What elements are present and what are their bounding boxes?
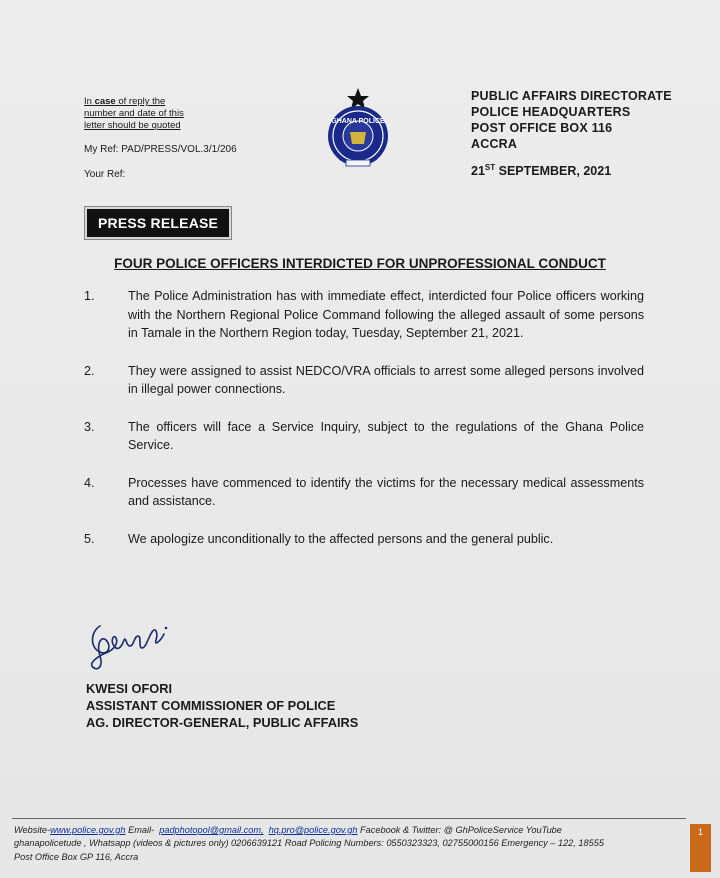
paragraph	[84, 474, 644, 511]
signatory-block	[86, 680, 358, 731]
email-link[interactable]: padphotopol@gmail.com,	[159, 825, 264, 835]
reply-instruction: In case of reply the number and date of this letter should be quoted	[84, 96, 184, 131]
paragraph-number: 2.	[84, 363, 95, 378]
email-link[interactable]: hq.pro@police.gov.gh	[268, 825, 358, 835]
paragraph	[84, 418, 644, 455]
paragraph	[84, 530, 644, 549]
footer-divider	[12, 818, 686, 819]
directorate-address: PUBLIC AFFAIRS DIRECTORATE POLICE HEADQUARTERS POST OFFICE BOX 116 ACCRA	[471, 89, 672, 151]
ghana-police-crest-icon	[322, 88, 398, 174]
signatory-rank: ASSISTANT COMMISSIONER OF POLICE	[86, 698, 336, 713]
paragraph	[84, 362, 644, 399]
paragraph-text: Processes have commenced to identify the victims for the necessary medical assessments and assistance.	[128, 475, 644, 508]
paragraph-text: The Police Administration has with immediate effect, interdicted four Police officers working with the Northern Regional Police Command following the alleged assault of some persons in Tamale in the Northern Region today, Tuesday, September 21, 2021.	[128, 289, 644, 340]
press-release-label-box	[84, 206, 232, 240]
paragraph-number: 1.	[84, 289, 95, 303]
signatory-name: KWESI OFORI	[86, 681, 173, 696]
my-ref: My Ref: PAD/PRESS/VOL.3/1/206	[84, 144, 237, 155]
press-release-label: PRESS RELEASE	[87, 209, 229, 237]
release-body	[84, 287, 644, 567]
paragraph-text: We apologize unconditionally to the affected persons and the general public.	[128, 531, 554, 546]
paragraph	[84, 287, 644, 343]
paragraph-number: 5.	[84, 531, 95, 546]
page-number-badge: 1	[690, 824, 711, 872]
release-date: 21ST SEPTEMBER, 2021	[471, 163, 612, 178]
paragraph-text: They were assigned to assist NEDCO/VRA officials to arrest some alleged persons involved in illegal power connections.	[128, 363, 644, 396]
your-ref: Your Ref:	[84, 169, 126, 180]
paragraph-number: 4.	[84, 475, 95, 490]
paragraph-number: 3.	[84, 419, 95, 434]
reference-block	[84, 96, 237, 180]
signature-icon	[86, 612, 176, 674]
website-link[interactable]: www.police.gov.gh	[50, 825, 126, 835]
release-title: FOUR POLICE OFFICERS INTERDICTED FOR UNPROFESSIONAL CONDUCT	[114, 256, 606, 271]
contact-footer: Website-www.police.gov.gh Email- padphotopol@gmail.com, hq.pro@police.gov.gh Facebook & Twitter: @ GhPoliceService YouTube ghanapolicetude , Whatsapp (videos & pictures only) 0206639121 Road Policing Numbers: 0550323323, 02755000156 Emergency – 122, 18555 Post Office Box GP 116, Accra	[14, 825, 604, 862]
paragraph-text: The officers will face a Service Inquiry, subject to the regulations of the Ghana Police Service.	[128, 419, 644, 452]
svg-text:GHANA POLICE: GHANA POLICE	[331, 118, 385, 125]
signatory-position: AG. DIRECTOR-GENERAL, PUBLIC AFFAIRS	[86, 715, 359, 730]
